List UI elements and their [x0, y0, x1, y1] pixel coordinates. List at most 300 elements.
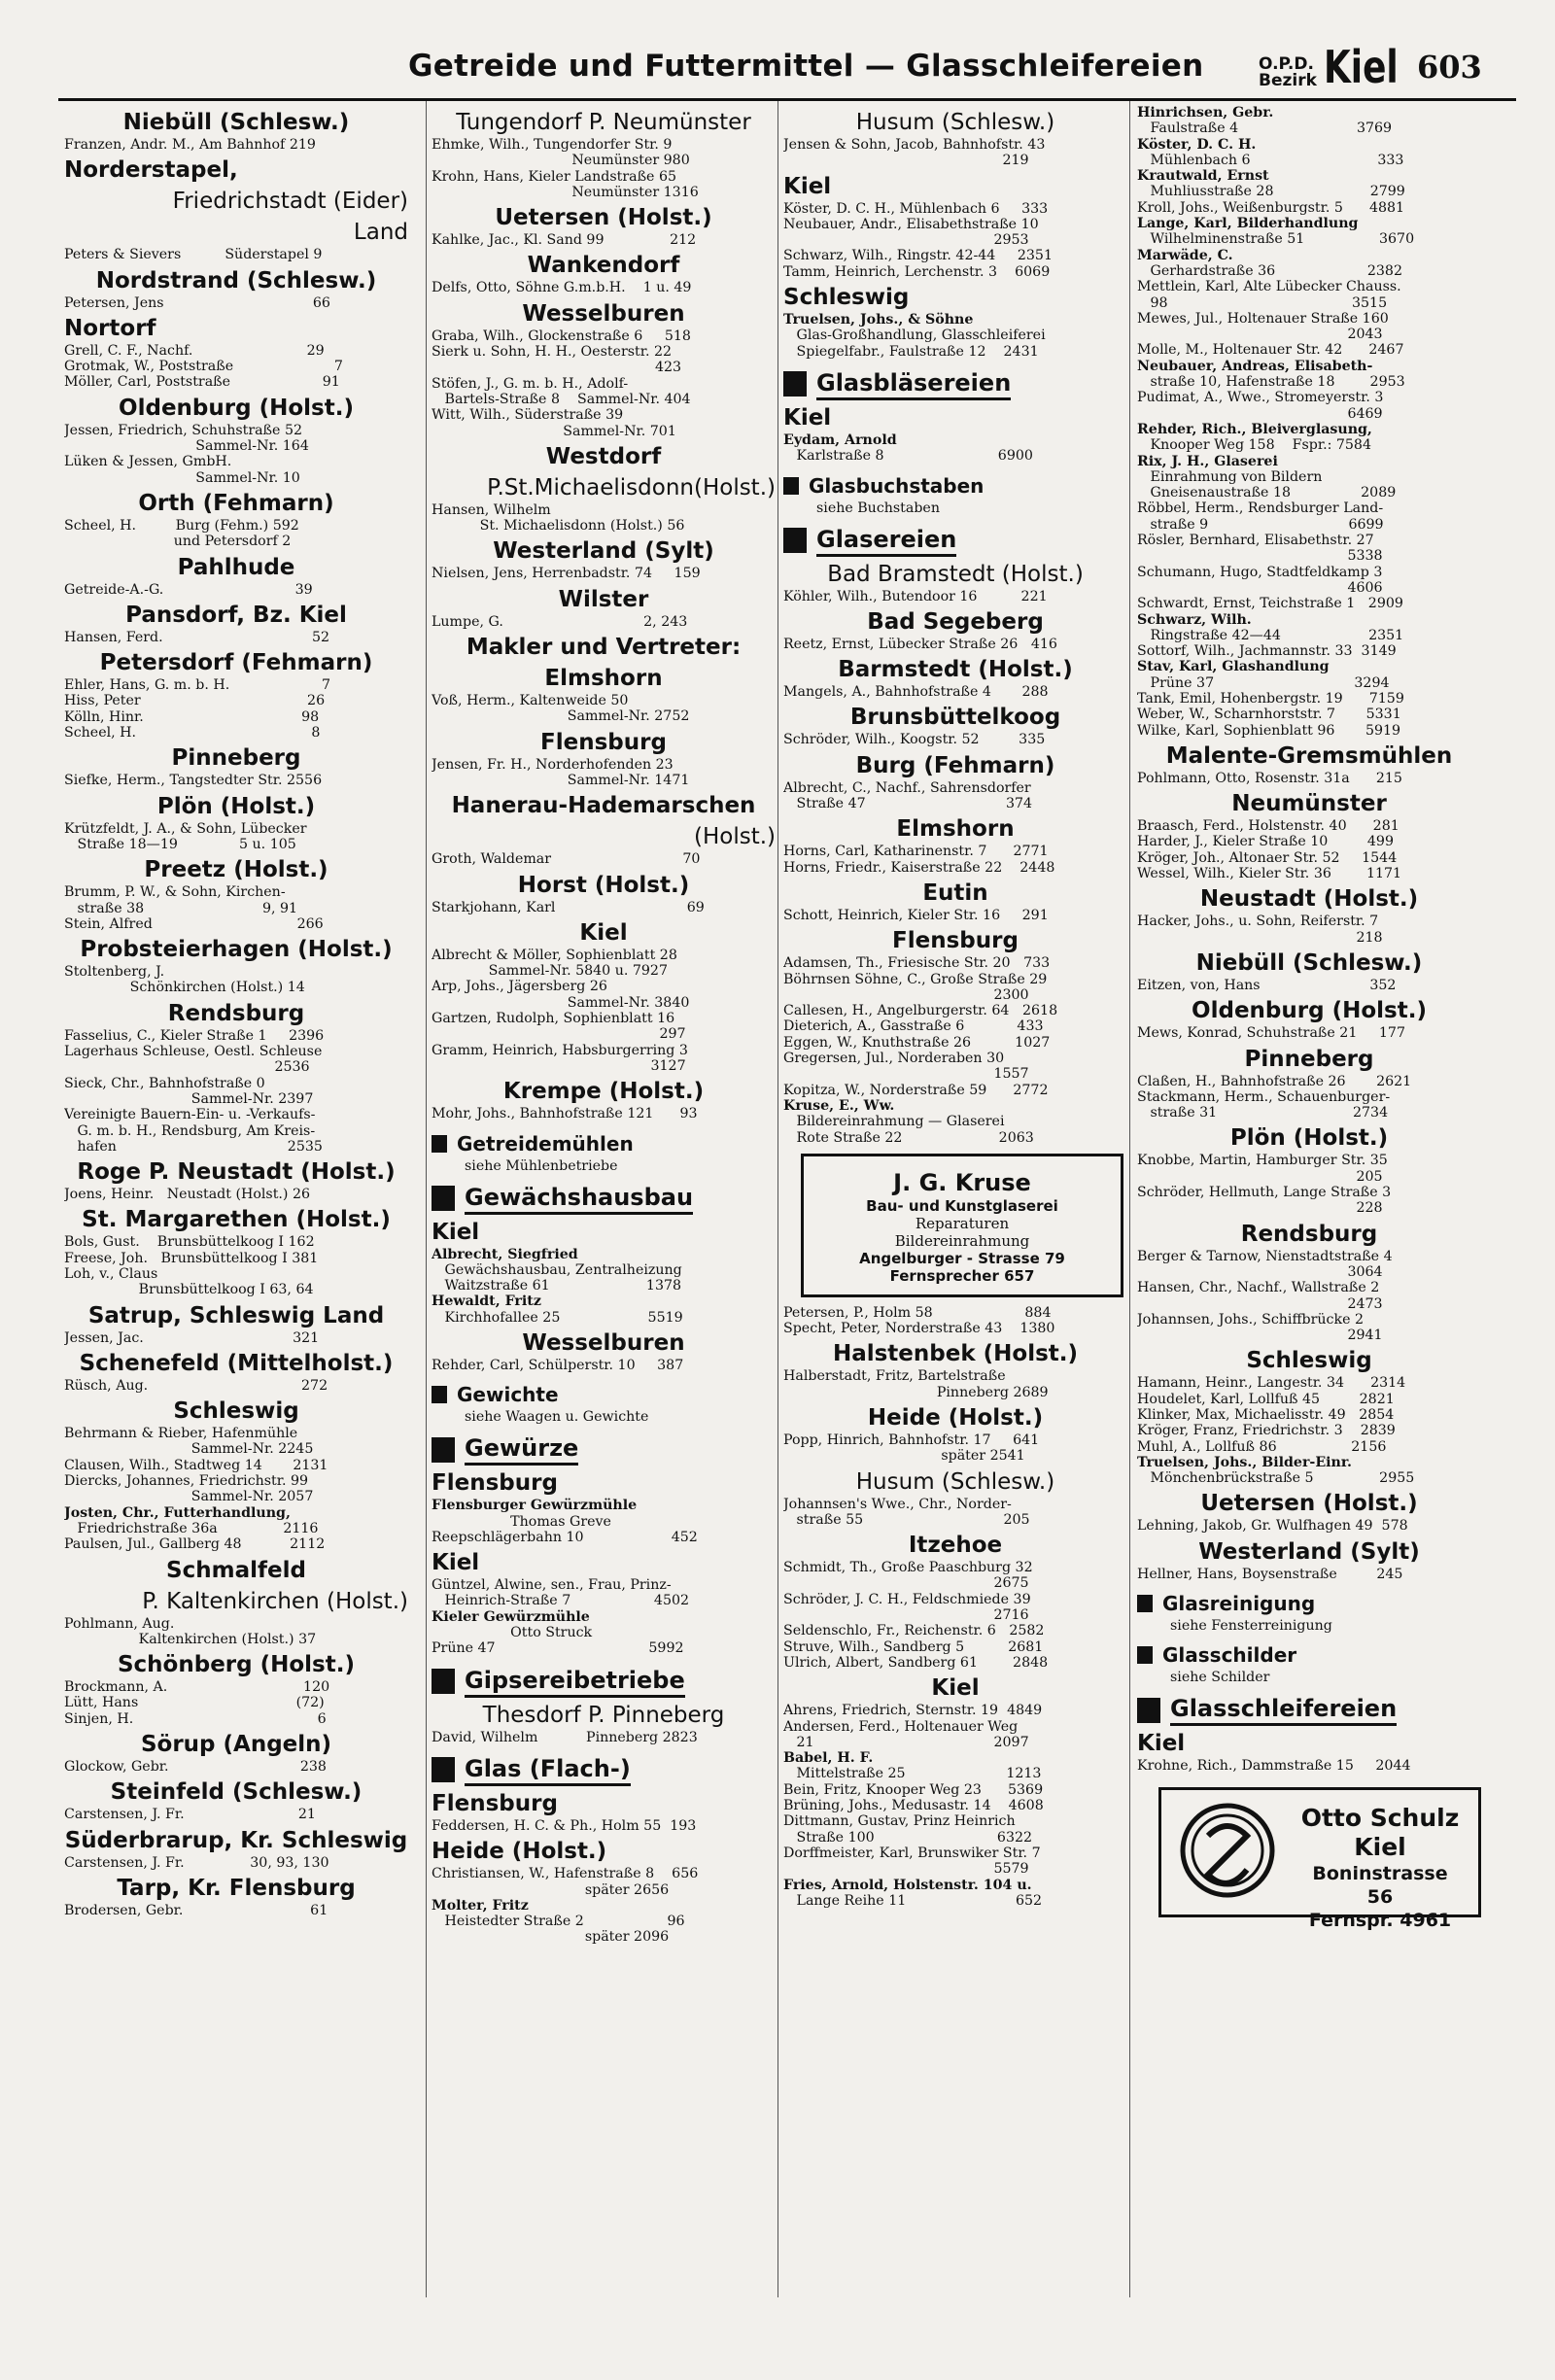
place-heading: Nortorf: [64, 315, 156, 341]
listing-entry: Böhrnsen Söhne, C., Große Straße 29: [783, 971, 1048, 987]
listing-entry: Lumpe, G. 2, 243: [432, 613, 688, 630]
place-heading: Wesselburen: [522, 1329, 685, 1356]
listing-entry: Schwarz, Wilh., Ringstr. 42-44 2351: [783, 248, 1053, 264]
section-heading-text: Glasreinigung: [1162, 1592, 1316, 1616]
place-heading: Süderbrarup, Kr. Schleswig: [64, 1827, 408, 1853]
listing-entry: Schmidt, Th., Große Paaschburg 32: [783, 1560, 1033, 1576]
place-heading: Bad Segeberg: [867, 608, 1044, 635]
listing-entry: Nielsen, Jens, Herrenbadstr. 74 159: [432, 566, 701, 582]
listing-entry: Bartels-Straße 8 Sammel-Nr. 404: [432, 391, 691, 407]
place-heading: Neustadt (Holst.): [1199, 886, 1419, 913]
listing-entry: Truelsen, Johs., & Söhne: [783, 312, 974, 328]
listing-entry: Vereinigte Bauern-Ein- u. -Verkaufs-: [64, 1107, 316, 1123]
place-heading: Nordstrand (Schlesw.): [95, 267, 377, 293]
listing-entry: Houdelet, Karl, Lollfuß 45 2821: [1137, 1391, 1395, 1407]
cross-reference: siehe Fensterreinigung: [1170, 1618, 1332, 1635]
listing-entry: 219: [783, 153, 1029, 169]
listing-entry: Kölln, Hinr. 98: [64, 708, 320, 725]
listing-entry: Albrecht & Möller, Sophienblatt 28: [432, 947, 677, 963]
place-heading: Satrup, Schleswig Land: [87, 1302, 385, 1328]
listing-entry: Siefke, Herm., Tangstedter Str. 2556: [64, 773, 323, 789]
section-marker-icon: [1137, 1646, 1153, 1664]
listing-entry: Christiansen, W., Hafenstraße 8 656: [432, 1866, 699, 1882]
listing-entry: Pudimat, A., Wwe., Stromeyerstr. 3: [1137, 390, 1384, 406]
listing-entry: Heistedter Straße 2 96: [432, 1914, 685, 1930]
listing-entry: Carstensen, J. Fr. 30, 93, 130: [64, 1854, 329, 1871]
page-number: 603: [1417, 49, 1482, 86]
place-heading: Heide (Holst.): [432, 1839, 607, 1865]
listing-entry: Muhl, A., Lollfuß 86 2156: [1137, 1438, 1387, 1455]
listing-entry: Rüsch, Aug. 272: [64, 1377, 328, 1394]
listing-entry: Sammel-Nr. 1471: [432, 772, 690, 788]
ad-company-name: Otto Schulz: [1300, 1804, 1460, 1833]
listing-entry: Lütt, Hans (72): [64, 1695, 325, 1711]
listing-entry: Lehning, Jakob, Gr. Wulfhagen 49 578: [1137, 1518, 1408, 1535]
listing-entry: Scheel, H. Burg (Fehm.) 592: [64, 517, 299, 534]
place-heading: Husum (Schlesw.): [855, 110, 1055, 135]
ad-company-name: J. G. Kruse: [893, 1168, 1031, 1196]
listing-entry: Sierk u. Sohn, H. H., Oesterstr. 22: [432, 344, 673, 361]
section-heading-text: Glasereien: [816, 525, 956, 557]
place-heading: Kiel: [931, 1675, 980, 1702]
listing-entry: Sammel-Nr. 164: [64, 438, 309, 455]
listing-entry: Rix, J. H., Glaserei: [1137, 453, 1278, 469]
listing-entry: Thomas Greve: [432, 1513, 611, 1530]
column-2: [432, 105, 776, 1946]
listing-entry: Stackmann, Herm., Schauenburger-: [1137, 1088, 1391, 1105]
column-3: [783, 105, 1127, 1909]
section-heading-text: Glasschleifereien: [1170, 1694, 1397, 1726]
listing-entry: Neubauer, Andr., Elisabethstraße 10: [783, 216, 1039, 232]
place-heading: Uetersen (Holst.): [495, 205, 712, 231]
listing-entry: Köhler, Wilh., Butendoor 16 221: [783, 588, 1048, 604]
listing-entry: 2716: [783, 1607, 1029, 1624]
listing-entry: Krohn, Hans, Kieler Landstraße 65: [432, 168, 677, 185]
place-heading: P. Kaltenkirchen (Holst.): [142, 1588, 408, 1614]
listing-entry: Sammel-Nr. 2752: [432, 708, 690, 725]
listing-entry: Reetz, Ernst, Lübecker Straße 26 416: [783, 636, 1057, 652]
listing-entry: Petersen, Jens 66: [64, 294, 330, 311]
listing-entry: Stoltenberg, J.: [64, 964, 165, 981]
place-heading: Niebüll (Schlesw.): [1195, 949, 1423, 976]
section-marker-icon: [432, 1386, 447, 1403]
listing-entry: Bein, Fritz, Knooper Weg 23 5369: [783, 1781, 1044, 1798]
place-heading: Schenefeld (Mittelholst.): [79, 1350, 394, 1376]
ad-line: Fernsprecher 657: [889, 1266, 1035, 1285]
place-heading: St. Margarethen (Holst.): [82, 1207, 391, 1233]
place-heading: Pinneberg: [171, 745, 301, 772]
listing-entry: Kaltenkirchen (Holst.) 37: [64, 1631, 317, 1647]
section-marker-icon: [783, 477, 799, 495]
listing-entry: Getreide-A.-G. 39: [64, 581, 313, 598]
listing-entry: Tank, Emil, Hohenbergstr. 19 7159: [1137, 690, 1404, 707]
place-heading: Sörup (Angeln): [140, 1732, 332, 1758]
ad-text-block: [1297, 1804, 1463, 1932]
place-heading: Elmshorn: [544, 666, 663, 692]
listing-entry: Ahrens, Friedrich, Sternstr. 19 4849: [783, 1703, 1043, 1719]
section-marker-icon: [783, 528, 807, 553]
listing-entry: Waitzstraße 61 1378: [432, 1278, 682, 1294]
section-heading-text: Glasbläsereien: [816, 368, 1011, 400]
listing-entry: Halberstadt, Fritz, Bartelstraße: [783, 1368, 1006, 1385]
listing-entry: Popp, Hinrich, Bahnhofstr. 17 641: [783, 1431, 1040, 1448]
listing-entry: Rehder, Carl, Schülperstr. 10 387: [432, 1357, 684, 1373]
listing-entry: Kahlke, Jac., Kl. Sand 99 212: [432, 232, 697, 249]
listing-entry: Horns, Carl, Katharinenstr. 7 2771: [783, 844, 1049, 860]
listing-entry: Schröder, J. C. H., Feldschmiede 39: [783, 1591, 1031, 1607]
listing-entry: Groth, Waldemar 70: [432, 851, 701, 868]
listing-entry: Berger & Tarnow, Nienstadtstraße 4: [1137, 1248, 1393, 1264]
place-heading: Horst (Holst.): [517, 872, 690, 898]
section-heading-text: Gewürze: [465, 1433, 578, 1466]
listing-entry: Köster, D. C. H., Mühlenbach 6 333: [783, 200, 1049, 217]
listing-entry: Mettlein, Karl, Alte Lübecker Chauss.: [1137, 279, 1401, 295]
listing-entry: Delfs, Otto, Söhne G.m.b.H. 1 u. 49: [432, 280, 692, 296]
listing-entry: 297: [432, 1026, 686, 1043]
place-heading: Kiel: [432, 1550, 480, 1576]
listing-entry: 1557: [783, 1066, 1029, 1083]
place-heading: Probsteierhagen (Holst.): [80, 937, 393, 963]
listing-entry: Gramm, Heinrich, Habsburgerring 3: [432, 1042, 688, 1058]
listing-entry: 228: [1137, 1200, 1383, 1217]
ad-line: Angelburger - Strasse 79: [859, 1249, 1065, 1267]
listing-entry: 3064: [1137, 1263, 1383, 1280]
listing-entry: Gartzen, Rudolph, Sophienblatt 16: [432, 1011, 675, 1027]
place-heading: Oldenburg (Holst.): [1192, 998, 1427, 1024]
section-heading: [1137, 1591, 1481, 1616]
listing-entry: Scheel, H. 8: [64, 725, 321, 742]
listing-entry: Joens, Heinr. Neustadt (Holst.) 26: [64, 1187, 311, 1203]
listing-entry: Wilhelminenstraße 51 3670: [1137, 231, 1415, 248]
listing-entry: Straße 47 374: [783, 796, 1033, 812]
section-heading: [783, 525, 1127, 557]
listing-entry: 4606: [1137, 579, 1383, 596]
listing-entry: später 2656: [432, 1881, 670, 1898]
listing-entry: Stav, Karl, Glashandlung: [1137, 659, 1330, 675]
listing-entry: straße 55 205: [783, 1511, 1030, 1528]
listing-entry: Lange, Karl, Bilderhandlung: [1137, 216, 1359, 232]
listing-entry: Gerhardstraße 36 2382: [1137, 262, 1402, 279]
listing-entry: 2300: [783, 986, 1029, 1003]
listing-entry: Tamm, Heinrich, Lerchenstr. 3 6069: [783, 263, 1051, 280]
place-heading: Kiel: [579, 919, 628, 946]
listing-entry: Faulstraße 4 3769: [1137, 121, 1393, 137]
listing-entry: Jensen & Sohn, Jacob, Bahnhofstr. 43: [783, 137, 1046, 153]
section-heading-text: Gewächshausbau: [465, 1183, 693, 1215]
listing-entry: Mewes, Jul., Holtenauer Straße 160: [1137, 310, 1389, 327]
listing-entry: 3127: [432, 1057, 686, 1074]
listing-entry: 2941: [1137, 1328, 1383, 1344]
listing-entry: Braasch, Ferd., Holstenstr. 40 281: [1137, 818, 1400, 835]
listing-entry: Behrmann & Rieber, Hafenmühle: [64, 1426, 298, 1442]
listing-entry: Callesen, H., Angelburgerstr. 64 2618: [783, 1003, 1058, 1019]
place-heading: Flensburg: [540, 729, 667, 755]
listing-entry: Krautwald, Ernst: [1137, 168, 1269, 185]
listing-entry: Brodersen, Gebr. 61: [64, 1902, 328, 1918]
listing-entry: Schwardt, Ernst, Teichstraße 1 2909: [1137, 596, 1403, 612]
place-heading: Tungendorf P. Neumünster: [456, 110, 751, 135]
cross-reference: siehe Waagen u. Gewichte: [465, 1409, 649, 1426]
listing-entry: Hamann, Heinr., Langestr. 34 2314: [1137, 1375, 1406, 1392]
company-logo-icon: [1179, 1802, 1276, 1899]
place-heading: Brunsbüttelkoog: [849, 705, 1061, 731]
listing-entry: Jensen, Fr. H., Norderhofenden 23: [432, 756, 674, 773]
section-heading: [432, 1131, 776, 1156]
listing-entry: Petersen, P., Holm 58 884: [783, 1304, 1052, 1321]
listing-entry: 218: [1137, 929, 1383, 946]
listing-entry: Diercks, Johannes, Friedrichstr. 99: [64, 1473, 309, 1490]
listing-entry: Stöfen, J., G. m. b. H., Adolf-: [432, 375, 629, 392]
listing-entry: Schott, Heinrich, Kieler Str. 16 291: [783, 907, 1049, 923]
listing-entry: später 2096: [432, 1929, 670, 1946]
place-heading: Plön (Holst.): [156, 793, 316, 819]
listing-entry: straße 38 9, 91: [64, 900, 298, 916]
listing-entry: Graba, Wilh., Glockenstraße 6 518: [432, 328, 691, 344]
listing-entry: 2536: [64, 1059, 310, 1076]
place-heading: Norderstapel,: [64, 157, 238, 184]
place-heading: Neumünster: [1231, 791, 1387, 817]
section-marker-icon: [432, 1437, 455, 1463]
listing-entry: Brockmann, A. 120: [64, 1679, 330, 1696]
listing-entry: Witt, Wilh., Süderstraße 39: [432, 407, 624, 424]
listing-entry: Kopitza, W., Norderstraße 59 2772: [783, 1082, 1049, 1098]
section-heading-text: Gewichte: [457, 1383, 559, 1407]
place-heading: Barmstedt (Holst.): [838, 657, 1073, 683]
section-heading: [1137, 1642, 1481, 1668]
listing-entry: Neubauer, Andreas, Elisabeth-: [1137, 358, 1373, 374]
section-heading-text: Gipsereibetriebe: [465, 1666, 685, 1698]
listing-entry: Bols, Gust. Brunsbüttelkoog I 162: [64, 1234, 315, 1251]
listing-entry: 205: [1137, 1168, 1383, 1185]
section-heading: [783, 473, 1127, 499]
place-heading: Heide (Holst.): [867, 1404, 1044, 1431]
listing-entry: Rote Straße 22 2063: [783, 1129, 1034, 1146]
listing-entry: Lange Reihe 11 652: [783, 1892, 1043, 1909]
listing-entry: Dorffmeister, Karl, Brunswiker Str. 7: [783, 1845, 1041, 1861]
listing-entry: Johannsen, Johs., Schiffbrücke 2: [1137, 1311, 1365, 1328]
place-heading: Pahlhude: [177, 554, 295, 580]
listing-entry: Adamsen, Th., Friesische Str. 20 733: [783, 955, 1051, 972]
section-marker-icon: [1137, 1595, 1153, 1612]
advertisement-box: [801, 1154, 1123, 1297]
listing-entry: Stein, Alfred 266: [64, 915, 324, 932]
place-heading: Schleswig: [1246, 1348, 1372, 1374]
place-heading: Eutin: [922, 880, 988, 906]
place-heading: Uetersen (Holst.): [1200, 1491, 1418, 1517]
place-heading: Wilster: [558, 586, 649, 612]
listing-entry: Karlstraße 8 6900: [783, 448, 1033, 465]
listing-entry: Clausen, Wilh., Stadtweg 14 2131: [64, 1457, 328, 1473]
listing-entry: Albrecht, C., Nachf., Sahrensdorfer: [783, 779, 1031, 796]
listing-entry: Josten, Chr., Futterhandlung,: [64, 1504, 291, 1521]
section-heading-text: Glasbuchstaben: [809, 473, 985, 498]
section-heading-text: Glas (Flach-): [465, 1754, 631, 1786]
place-heading: Kiel: [432, 1219, 480, 1245]
listing-entry: Glas-Großhandlung, Glasschleiferei: [783, 328, 1046, 344]
listing-entry: Jessen, Jac. 321: [64, 1329, 320, 1346]
section-marker-icon: [432, 1135, 447, 1153]
listing-entry: Heinrich-Straße 7 4502: [432, 1593, 690, 1609]
place-heading: Wesselburen: [522, 300, 685, 327]
listing-entry: Gneisenaustraße 18 2089: [1137, 485, 1397, 501]
listing-entry: Klinker, Max, Michaelisstr. 49 2854: [1137, 1407, 1395, 1423]
place-heading: Westdorf: [545, 443, 662, 469]
listing-entry: Gregersen, Jul., Norderaben 30: [783, 1051, 1005, 1067]
listing-entry: Kirchhofallee 25 5519: [432, 1309, 683, 1326]
district-label: O.P.D. Bezirk: [1259, 54, 1317, 90]
place-heading: Elmshorn: [896, 816, 1015, 843]
section-marker-icon: [432, 1757, 455, 1782]
listing-entry: 2953: [783, 232, 1029, 249]
listing-entry: Fasselius, C., Kieler Straße 1 2396: [64, 1027, 325, 1044]
listing-entry: Einrahmung von Bildern: [1137, 468, 1323, 485]
place-heading: Flensburg: [432, 1790, 558, 1816]
listing-entry: 98 3515: [1137, 294, 1388, 311]
listing-entry: Weber, W., Scharnhorststr. 7 5331: [1137, 707, 1401, 723]
section-marker-icon: [1137, 1698, 1160, 1723]
listing-entry: Grell, C. F., Nachf. 29: [64, 342, 325, 359]
listing-entry: Schröder, Wilh., Koogstr. 52 335: [783, 732, 1046, 748]
listing-entry: Molter, Fritz: [432, 1897, 529, 1914]
section-heading: [432, 1382, 776, 1407]
listing-entry: Spiegelfabr., Faulstraße 12 2431: [783, 343, 1039, 360]
listing-entry: und Petersdorf 2: [64, 534, 292, 550]
ad-line: Reparaturen: [915, 1214, 1010, 1232]
page-header: [58, 41, 1516, 99]
place-heading: Kiel: [783, 404, 832, 431]
section-heading: [432, 1433, 776, 1466]
section-heading-text: Glasschilder: [1162, 1643, 1297, 1668]
place-heading: Burg (Fehmarn): [855, 752, 1055, 778]
listing-entry: Flensburger Gewürzmühle: [432, 1498, 638, 1514]
listing-entry: Ulrich, Albert, Sandberg 61 2848: [783, 1654, 1049, 1671]
listing-entry: Möller, Carl, Poststraße 91: [64, 374, 340, 391]
listing-entry: Sammel-Nr. 5840 u. 7927: [432, 963, 668, 980]
place-heading: Kiel: [783, 173, 832, 199]
place-heading: Makler und Vertreter:: [466, 635, 742, 661]
cross-reference: siehe Schilder: [1170, 1670, 1270, 1686]
listing-entry: Mews, Konrad, Schuhstraße 21 177: [1137, 1025, 1405, 1042]
section-heading: [432, 1754, 776, 1786]
listing-entry: Straße 100 6322: [783, 1829, 1033, 1845]
listing-entry: Hewaldt, Fritz: [432, 1293, 541, 1310]
listing-entry: Kröger, Franz, Friedrichstr. 3 2839: [1137, 1423, 1396, 1439]
place-heading: Itzehoe: [908, 1533, 1003, 1559]
listing-entry: Peters & Sievers Süderstapel 9: [64, 247, 323, 263]
listing-entry: Claßen, H., Bahnhofstraße 26 2621: [1137, 1073, 1412, 1089]
listing-entry: Freese, Joh. Brunsbüttelkoog I 381: [64, 1250, 319, 1266]
place-heading: Bad Bramstedt (Holst.): [827, 561, 1084, 587]
place-heading: Friedrichstadt (Eider): [172, 189, 408, 215]
listing-entry: 423: [432, 360, 682, 376]
listing-entry: Ehler, Hans, G. m. b. H. 7: [64, 677, 330, 694]
listing-entry: Hinrichsen, Gebr.: [1137, 105, 1274, 121]
listing-entry: Harder, J., Kieler Straße 10 499: [1137, 834, 1394, 850]
listing-entry: Kröger, Joh., Altonaer Str. 52 1544: [1137, 849, 1398, 866]
listing-entry: straße 9 6699: [1137, 516, 1384, 533]
listing-entry: 2675: [783, 1575, 1029, 1592]
listing-entry: Franzen, Andr. M., Am Bahnhof 219: [64, 137, 316, 153]
place-heading: Westerland (Sylt): [493, 538, 714, 565]
place-heading: Schmalfeld: [166, 1557, 306, 1583]
listing-entry: Röbbel, Herm., Rendsburger Land-: [1137, 500, 1384, 517]
cross-reference: siehe Buchstaben: [816, 500, 940, 516]
place-heading: Orth (Fehmarn): [138, 490, 334, 516]
listing-entry: Horns, Friedr., Kaiserstraße 22 2448: [783, 859, 1055, 876]
section-heading: [1137, 1694, 1481, 1726]
listing-entry: Kieler Gewürzmühle: [432, 1608, 590, 1625]
listing-entry: Neumünster 1316: [432, 184, 699, 200]
section-marker-icon: [783, 371, 807, 397]
place-heading: Pinneberg: [1244, 1046, 1374, 1072]
listing-entry: Sammel-Nr. 3840: [432, 994, 690, 1011]
listing-entry: Kroll, Johs., Weißenburgstr. 5 4881: [1137, 199, 1405, 216]
listing-entry: 2473: [1137, 1295, 1383, 1312]
listing-entry: Rösler, Bernhard, Elisabethstr. 27: [1137, 533, 1374, 549]
listing-entry: Hiss, Peter 26: [64, 693, 326, 709]
listing-entry: Carstensen, J. Fr. 21: [64, 1807, 316, 1823]
place-heading: Malente-Gremsmühlen: [1165, 742, 1453, 769]
listing-entry: Knobbe, Martin, Hamburger Str. 35: [1137, 1153, 1388, 1169]
listing-entry: Albrecht, Siegfried: [432, 1246, 578, 1262]
listing-entry: Dieterich, A., Gasstraße 6 433: [783, 1018, 1044, 1035]
district-city: Kiel: [1324, 41, 1399, 93]
listing-entry: Mittelstraße 25 1213: [783, 1766, 1042, 1782]
page-title: Getreide und Futtermittel — Glasschleifereien: [408, 49, 1204, 84]
listing-entry: 5579: [783, 1861, 1029, 1878]
place-heading: Schönberg (Holst.): [117, 1652, 355, 1678]
listing-entry: Mangels, A., Bahnhofstraße 4 288: [783, 684, 1049, 701]
listing-entry: Dittmann, Gustav, Prinz Heinrich: [783, 1813, 1016, 1830]
listing-entry: straße 31 2734: [1137, 1105, 1389, 1121]
listing-entry: Pohlmann, Otto, Rosenstr. 31a 215: [1137, 770, 1402, 786]
listing-entry: später 2541: [783, 1448, 1025, 1465]
listing-entry: Bildereinrahmung — Glaserei: [783, 1114, 1005, 1130]
listing-entry: Köster, D. C. H.: [1137, 136, 1257, 153]
listing-entry: Hellner, Hans, Boysenstraße 245: [1137, 1566, 1403, 1582]
ad-line: Bau- und Kunstglaserei: [866, 1196, 1058, 1215]
ad-address: Boninstrasse 56: [1312, 1863, 1448, 1909]
listing-entry: hafen 2535: [64, 1138, 323, 1155]
listing-entry: Kruse, E., Ww.: [783, 1097, 895, 1114]
listing-entry: Hansen, Ferd. 52: [64, 629, 330, 645]
column-divider: [1129, 101, 1130, 2297]
listing-entry: Seldenschlo, Fr., Reichenstr. 6 2582: [783, 1623, 1045, 1639]
listing-entry: Gewächshausbau, Zentralheizung: [432, 1261, 682, 1278]
listing-entry: Pohlmann, Aug.: [64, 1615, 175, 1632]
listing-entry: Johannsen's Wwe., Chr., Norder-: [783, 1496, 1012, 1512]
listing-entry: Grotmak, W., Poststraße 7: [64, 359, 343, 375]
listing-entry: Voß, Herm., Kaltenweide 50: [432, 693, 629, 709]
listing-entry: Loh, v., Claus: [64, 1265, 158, 1282]
place-heading: Niebüll (Schlesw.): [122, 110, 350, 135]
place-heading: Husum (Schlesw.): [855, 1468, 1055, 1495]
listing-entry: Eggen, W., Knuthstraße 26 1027: [783, 1034, 1051, 1051]
section-heading-text: Getreidemühlen: [457, 1131, 634, 1156]
listing-entry: Krohne, Rich., Dammstraße 15 2044: [1137, 1758, 1411, 1775]
place-heading: Schleswig: [783, 285, 910, 311]
listing-entry: Prüne 47 5992: [432, 1640, 684, 1657]
listing-entry: Brumm, P. W., & Sohn, Kirchen-: [64, 884, 286, 901]
section-heading: [432, 1666, 776, 1698]
listing-entry: Mönchenbrückstraße 5 2955: [1137, 1470, 1415, 1487]
listing-entry: Eitzen, von, Hans 352: [1137, 977, 1397, 993]
listing-entry: Mohr, Johs., Bahnhofstraße 121 93: [432, 1106, 698, 1122]
place-heading: Krempe (Holst.): [502, 1079, 705, 1105]
place-heading: Oldenburg (Holst.): [119, 395, 354, 421]
listing-entry: Feddersen, H. C. & Ph., Holm 55 193: [432, 1817, 697, 1834]
place-heading: Hanerau-Hademarschen: [451, 793, 756, 819]
